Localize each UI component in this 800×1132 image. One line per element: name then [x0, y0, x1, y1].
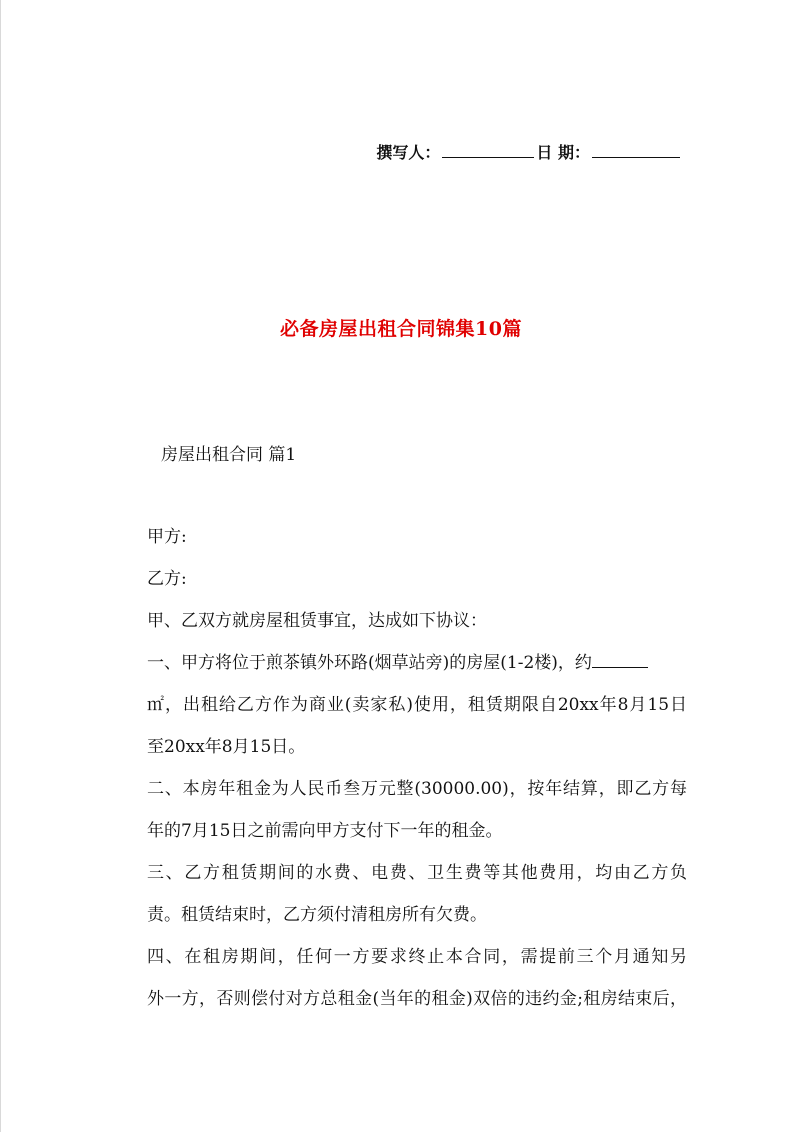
clause-3	[147, 852, 687, 936]
author-blank	[442, 143, 534, 158]
clause-4-line-1: 四、在租房期间，任何一方要求终止本合同，需提前三个月通知另	[147, 947, 687, 967]
date-label: 日 期：	[536, 143, 590, 162]
author-date-line	[376, 140, 680, 163]
clause-1-line-2: ㎡，出租给乙方作为商业(卖家私)使用，租赁期限自20xx年8月15日	[147, 695, 687, 715]
clause-2-line-1: 二、本房年租金为人民币叁万元整(30000.00)，按年结算，即乙方每	[147, 779, 687, 799]
intro-paragraph	[147, 600, 687, 642]
clause-1	[147, 642, 687, 768]
party-b-line	[147, 558, 687, 600]
party-a-label: 甲方:	[147, 527, 187, 547]
author-label: 撰写人：	[376, 143, 441, 162]
clause-2-line-2: 年的7月15日之前需向甲方支付下一年的租金。	[147, 821, 503, 841]
party-a-line	[147, 516, 687, 558]
date-blank	[592, 143, 680, 158]
party-b-label: 乙方:	[147, 569, 187, 589]
clause-4-line-2: 外一方，否则偿付对方总租金(当年的租金)双倍的违约金;租房结束后，	[147, 989, 687, 1009]
section-heading: 房屋出租合同 篇1	[161, 445, 297, 465]
document-title: 必备房屋出租合同锦集10篇	[280, 318, 522, 340]
area-blank	[592, 653, 648, 668]
clause-4	[147, 936, 687, 1020]
clause-1-text-1: 一、甲方将位于煎茶镇外环路(烟草站旁)的房屋(1-2楼)，约	[147, 653, 592, 673]
intro-text: 甲、乙双方就房屋租赁事宜，达成如下协议：	[147, 611, 487, 631]
clause-3-line-1: 三、乙方租赁期间的水费、电费、卫生费等其他费用，均由乙方负	[147, 863, 687, 883]
clause-1-line-3: 至20xx年8月15日。	[147, 737, 306, 757]
clause-1-line-1	[147, 642, 687, 684]
clause-2	[147, 768, 687, 852]
clause-3-line-2: 责。租赁结束时，乙方须付清租房所有欠费。	[147, 905, 487, 925]
